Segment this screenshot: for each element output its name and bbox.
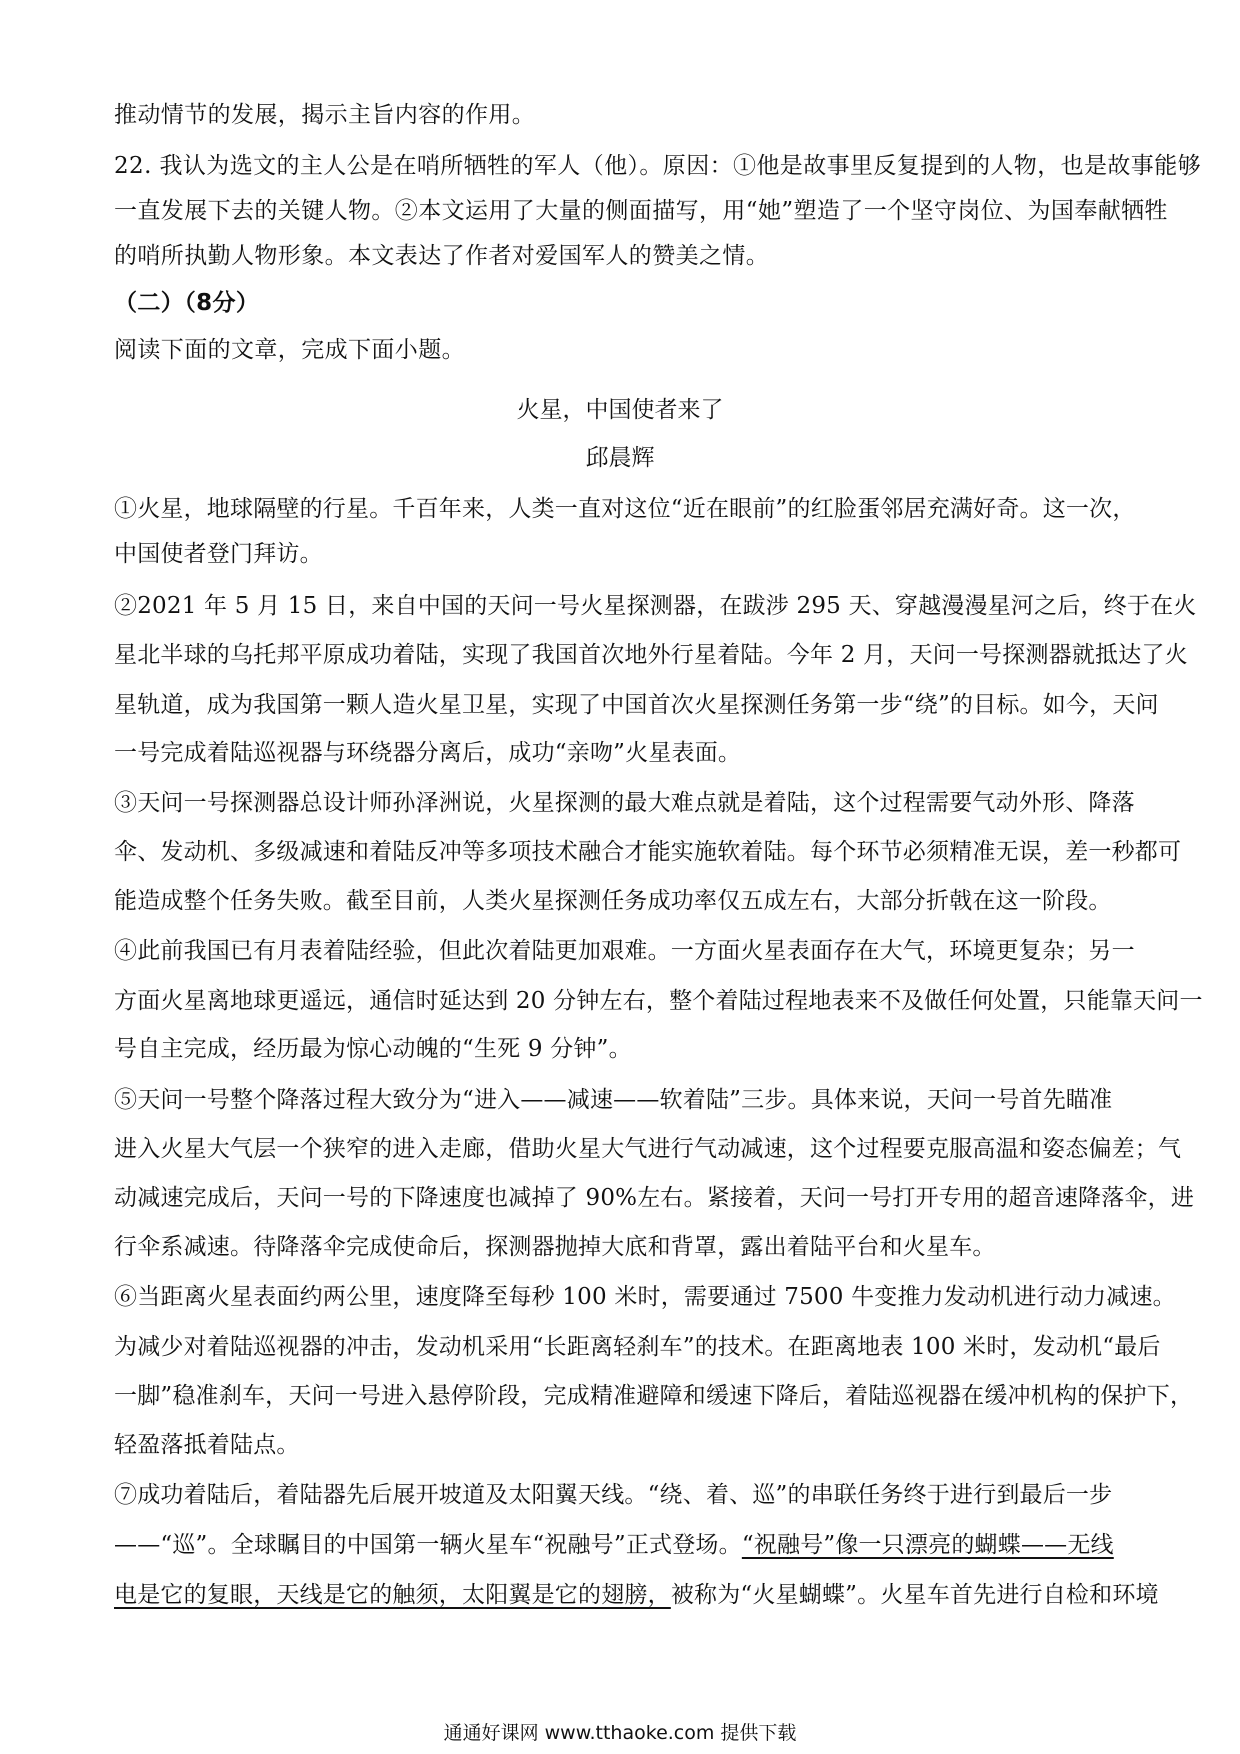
- paragraph-line: 能造成整个任务失败。截至目前，人类火星探测任务成功率仅五成左右，大部分折戟在这一阶段。: [114, 888, 1112, 914]
- underlined-sentence: 电是它的复眼，天线是它的触须，太阳翼是它的翅膀，: [114, 1582, 671, 1608]
- answer-continuation: 推动情节的发展，揭示主旨内容的作用。: [114, 102, 536, 128]
- paragraph-text: 被称为“火星蝴蝶”。火星车首先进行自检和环境: [670, 1582, 1159, 1608]
- paragraph-line: 动减速完成后，天问一号的下降速度也减掉了 90%左右。紧接着，天问一号打开专用的超音速降落伞，进: [114, 1185, 1195, 1211]
- paragraph-line: 进入火星大气层一个狭窄的进入走廊，借助火星大气进行气动减速，这个过程要克服高温和姿态偏差；气: [114, 1136, 1182, 1162]
- paragraph-line: 伞、发动机、多级减速和着陆反冲等多项技术融合才能实施软着陆。每个环节必须精准无误，差一秒都可: [114, 839, 1182, 865]
- paragraph-line: 行伞系减速。待降落伞完成使命后，探测器抛掉大底和背罩，露出着陆平台和火星车。: [114, 1234, 996, 1260]
- section-heading: （二）（8分）: [114, 290, 260, 316]
- paragraph-line: 一脚”稳准刹车，天问一号进入悬停阶段，完成精准避障和缓速下降后，着陆巡视器在缓冲机构的保护下，: [114, 1383, 1194, 1409]
- answer-22-line: 22. 我认为选文的主人公是在哨所牺牲的军人（他）。原因：①他是故事里反复提到的人物，也是故事能够: [114, 153, 1201, 179]
- paragraph-line: 星北半球的乌托邦平原成功着陆，实现了我国首次地外行星着陆。今年 2 月，天问一号探测器就抵达了火: [114, 642, 1188, 668]
- paragraph-line: ⑥当距离火星表面约两公里，速度降至每秒 100 米时，需要通过 7500 牛变推力发动机进行动力减速。: [114, 1284, 1176, 1310]
- article-title: 火星，中国使者来了: [516, 397, 724, 423]
- article-author: 邱晨辉: [585, 445, 655, 471]
- paragraph-line: ⑦成功着陆后，着陆器先后展开坡道及太阳翼天线。“绕、着、巡”的串联任务终于进行到最后一步: [114, 1482, 1113, 1508]
- paragraph-line: ⑤天问一号整个降落过程大致分为“进入——减速——软着陆”三步。具体来说，天问一号首先瞄准: [114, 1087, 1113, 1113]
- paragraph-line: ②2021 年 5 月 15 日，来自中国的天问一号火星探测器，在跋涉 295 天、穿越漫漫星河之后，终于在火: [114, 593, 1197, 619]
- paragraph-line: 一号完成着陆巡视器与环绕器分离后，成功“亲吻”火星表面。: [114, 740, 742, 766]
- paragraph-text: ——“巡”。全球瞩目的中国第一辆火星车“祝融号”正式登场。: [114, 1532, 742, 1558]
- paragraph-line: 方面火星离地球更遥远，通信时延达到 20 分钟左右，整个着陆过程地表来不及做任何处置，只能靠天问一: [114, 988, 1203, 1014]
- paragraph-line: 中国使者登门拜访。: [114, 541, 323, 567]
- paragraph-line: 号自主完成，经历最为惊心动魄的“生死 9 分钟”。: [114, 1036, 632, 1062]
- paragraph-line: [114, 1530, 1124, 1560]
- paragraph-line: ③天问一号探测器总设计师孙泽洲说，火星探测的最大难点就是着陆，这个过程需要气动外形、降落: [114, 790, 1135, 816]
- paragraph-line: 星轨道，成为我国第一颗人造火星卫星，实现了中国首次火星探测任务第一步“绕”的目标。如今，天问: [114, 692, 1159, 718]
- paragraph-line: ④此前我国已有月表着陆经验，但此次着陆更加艰难。一方面火星表面存在大气，环境更复杂；另一: [114, 938, 1135, 964]
- answer-22-line: 的哨所执勤人物形象。本文表达了作者对爱国军人的赞美之情。: [114, 243, 770, 269]
- paragraph-line: 轻盈落抵着陆点。: [114, 1432, 300, 1458]
- paragraph-line: ①火星，地球隔壁的行星。千百年来，人类一直对这位“近在眼前”的红脸蛋邻居充满好奇。这一次，: [114, 496, 1136, 522]
- paragraph-line: 为减少对着陆巡视器的冲击，发动机采用“长距离轻刹车”的技术。在距离地表 100 米时，发动机“最后: [114, 1334, 1161, 1360]
- footer-text: 通通好课网 www.tthaoke.com 提供下载: [443, 1722, 797, 1744]
- paragraph-line: [114, 1580, 1159, 1610]
- underlined-sentence: “祝融号”像一只漂亮的蝴蝶——无线: [741, 1532, 1114, 1558]
- answer-22-line: 一直发展下去的关键人物。②本文运用了大量的侧面描写，用“她”塑造了一个坚守岗位、为国奉献牺牲: [114, 198, 1168, 224]
- section-instruction: 阅读下面的文章，完成下面小题。: [114, 337, 465, 363]
